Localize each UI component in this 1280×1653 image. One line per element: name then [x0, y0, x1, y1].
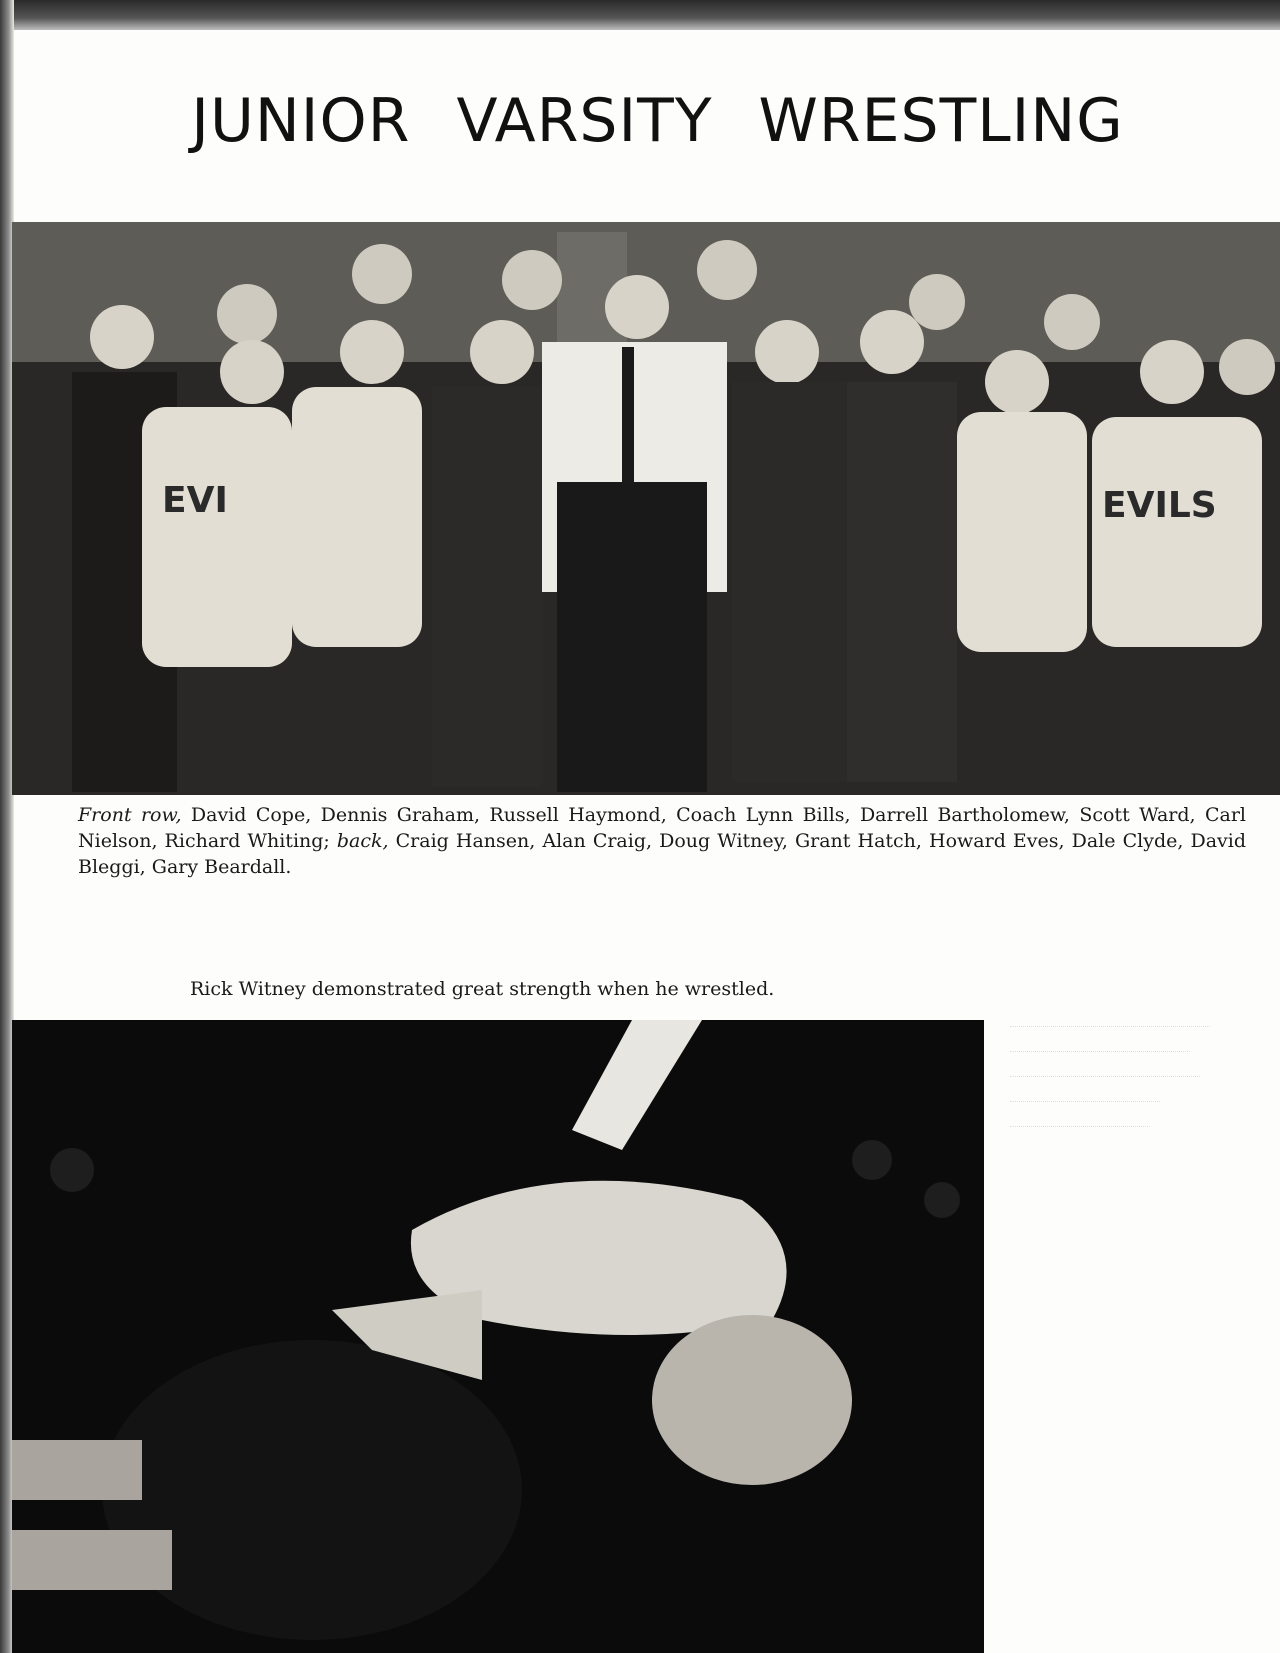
- bleed-through-text: [1010, 1020, 1230, 1151]
- svg-text:EVI: EVI: [162, 480, 228, 521]
- caption-back-row-names: Craig Hansen, Alan Craig, Doug Witney, Grant Hatch, Howard Eves, Dale Clyde, David Bleggi, Gary Beardall.: [78, 830, 1246, 878]
- svg-text:EVILS: EVILS: [1102, 485, 1217, 526]
- caption-front-row-label: Front row,: [78, 804, 182, 826]
- action-photo-caption: Rick Witney demonstrated great strength when he wrestled.: [190, 978, 775, 1000]
- team-photo-caption: [78, 802, 1246, 880]
- team-photo-illustration: [12, 222, 1280, 795]
- action-photo-illustration: [12, 1020, 984, 1653]
- page-binding-edge: [0, 0, 1280, 30]
- action-photo: [12, 1020, 984, 1653]
- caption-back-row-label: back,: [336, 830, 389, 852]
- team-photo: [12, 222, 1280, 795]
- page-title: JUNIOR VARSITY WRESTLING: [191, 86, 1124, 156]
- caption-front-row-names: David Cope, Dennis Graham, Russell Haymond, Coach Lynn Bills, Darrell Bartholomew, Scott Ward, Carl Nielson, Richard Whiting;: [78, 804, 1246, 852]
